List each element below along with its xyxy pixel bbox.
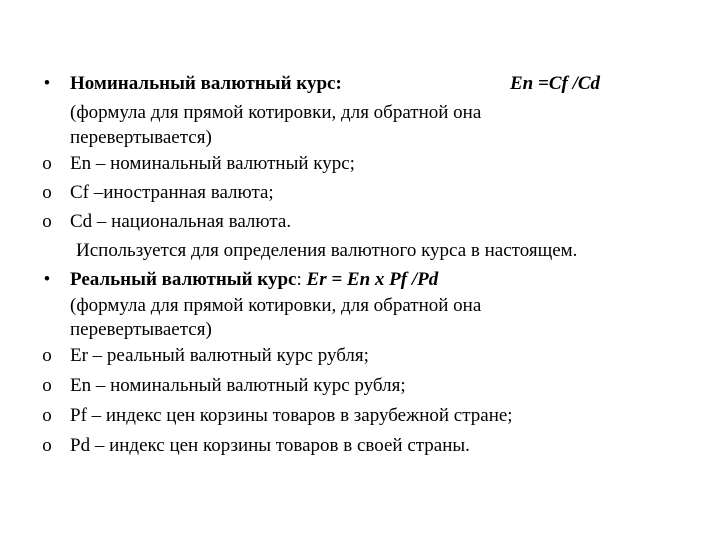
section2-item: En – номинальный валютный курс рубля; [70,375,406,396]
section1-item: Cd – национальная валюта. [70,211,292,232]
section1-usage: Используется для определения валютного курса в настоящем. [76,240,578,261]
sub-bullet: o [42,182,52,203]
sub-bullet: o [42,345,52,366]
section2-item: Pf – индекс цен корзины товаров в зарубежной стране; [70,405,513,426]
section2-heading-line [70,268,438,292]
section1-note-line2: перевертывается) [70,127,212,148]
section2-item: Er – реальный валютный курс рубля; [70,345,369,366]
sub-bullet: o [42,211,52,232]
section1-formula: En =Cf /Cd [510,73,601,94]
section1-item: Cf –иностранная валюта; [70,182,274,203]
main-bullet: • [43,269,51,290]
sub-bullet: o [42,405,52,426]
section2-heading: Реальный валютный курс [70,269,297,290]
main-bullet: • [43,73,51,94]
section2-note-line2: перевертывается) [70,319,212,340]
section1-heading-line [70,72,690,96]
section2-note-line1: (формула для прямой котировки, для обратной она [70,295,482,316]
section1-item: En – номинальный валютный курс; [70,153,355,174]
sub-bullet: o [42,375,52,396]
section2-colon: : [296,269,307,290]
section2-formula: Er = En x Pf /Pd [306,269,439,290]
section1-heading: Номинальный валютный курс: [70,73,342,94]
sub-bullet: o [42,435,52,456]
section1-note-line1: (формула для прямой котировки, для обратной она [70,102,482,123]
sub-bullet: o [42,153,52,174]
section2-item: Pd – индекс цен корзины товаров в своей страны. [70,435,470,456]
